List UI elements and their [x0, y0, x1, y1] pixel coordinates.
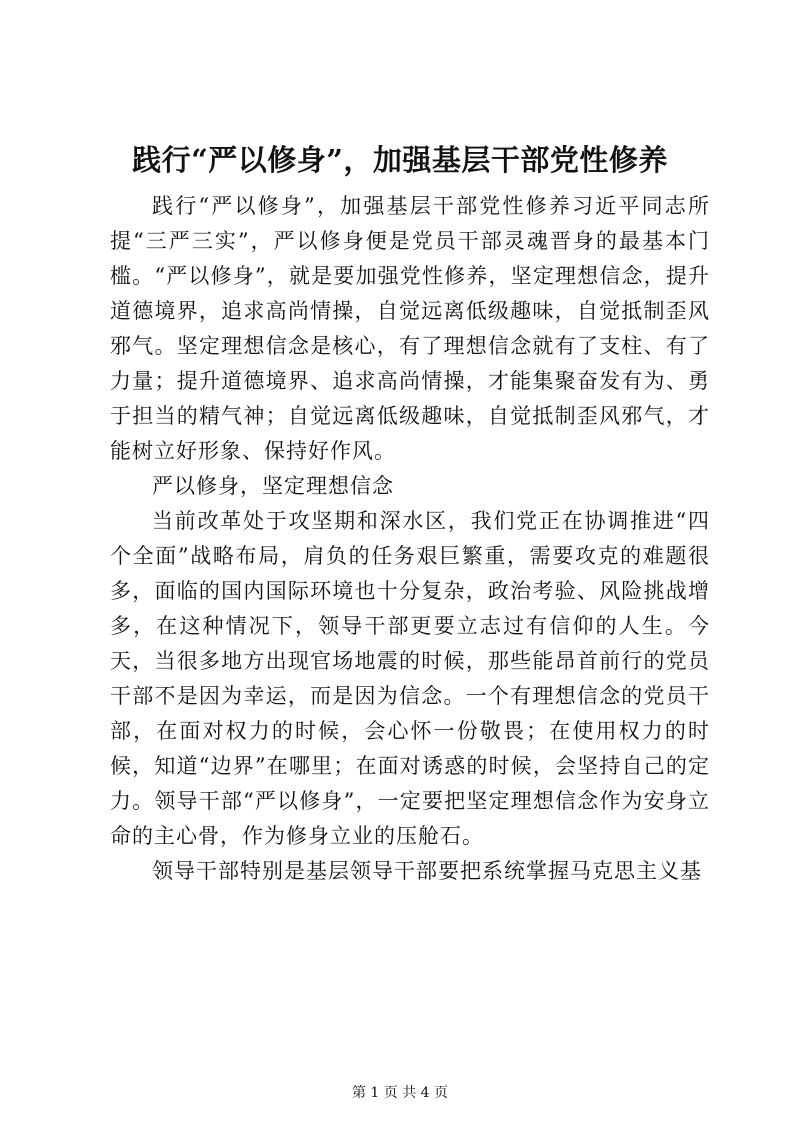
page-number-footer: 第 1 页 共 4 页 [351, 1085, 449, 1101]
document-title: 践行“严以修身”，加强基层干部党性修养 [132, 143, 668, 177]
section-heading: 严以修身，坚定理想信念 [152, 474, 394, 498]
document-body [110, 189, 710, 889]
paragraph-continuation: 领导干部特别是基层领导干部要把系统掌握马克思主义基 [152, 859, 702, 883]
paragraph-ideals: 当前改革处于攻坚期和深水区，我们党正在协调推进“四个全面”战略布局，肩负的任务艰巨繁重，需要攻克的难题很多，面临的国内国际环境也十分复杂，政治考验、风险挑战增多，在这种情况下，领导干部更要立志过有信仰的人生。今天，当很多地方出现官场地震的时候，那些能昂首前行的党员干部不是因为幸运，而是因为信念。一个有理想信念的党员干部，在面对权力的时候，会心怀一份敬畏；在使用权力的时候，知道“边界”在哪里；在面对诱惑的时候，会坚持自己的定力。领导干部“严以修身”，一定要把坚定理想信念作为安身立命的主心骨，作为修身立业的压舱石。 [110, 509, 710, 848]
paragraph-intro: 践行“严以修身”，加强基层干部党性修养习近平同志所提“三严三实”，严以修身便是党员干部灵魂晋身的最基本门槛。“严以修身”，就是要加强党性修养，坚定理想信念，提升道德境界，追求高尚情操，自觉远离低级趣味，自觉抵制歪风邪气。坚定理想信念是核心，有了理想信念就有了支柱、有了力量；提升道德境界、追求高尚情操，才能集聚奋发有为、勇于担当的精气神；自觉远离低级趣味，自觉抵制歪风邪气，才能树立好形象、保持好作风。 [110, 194, 710, 463]
